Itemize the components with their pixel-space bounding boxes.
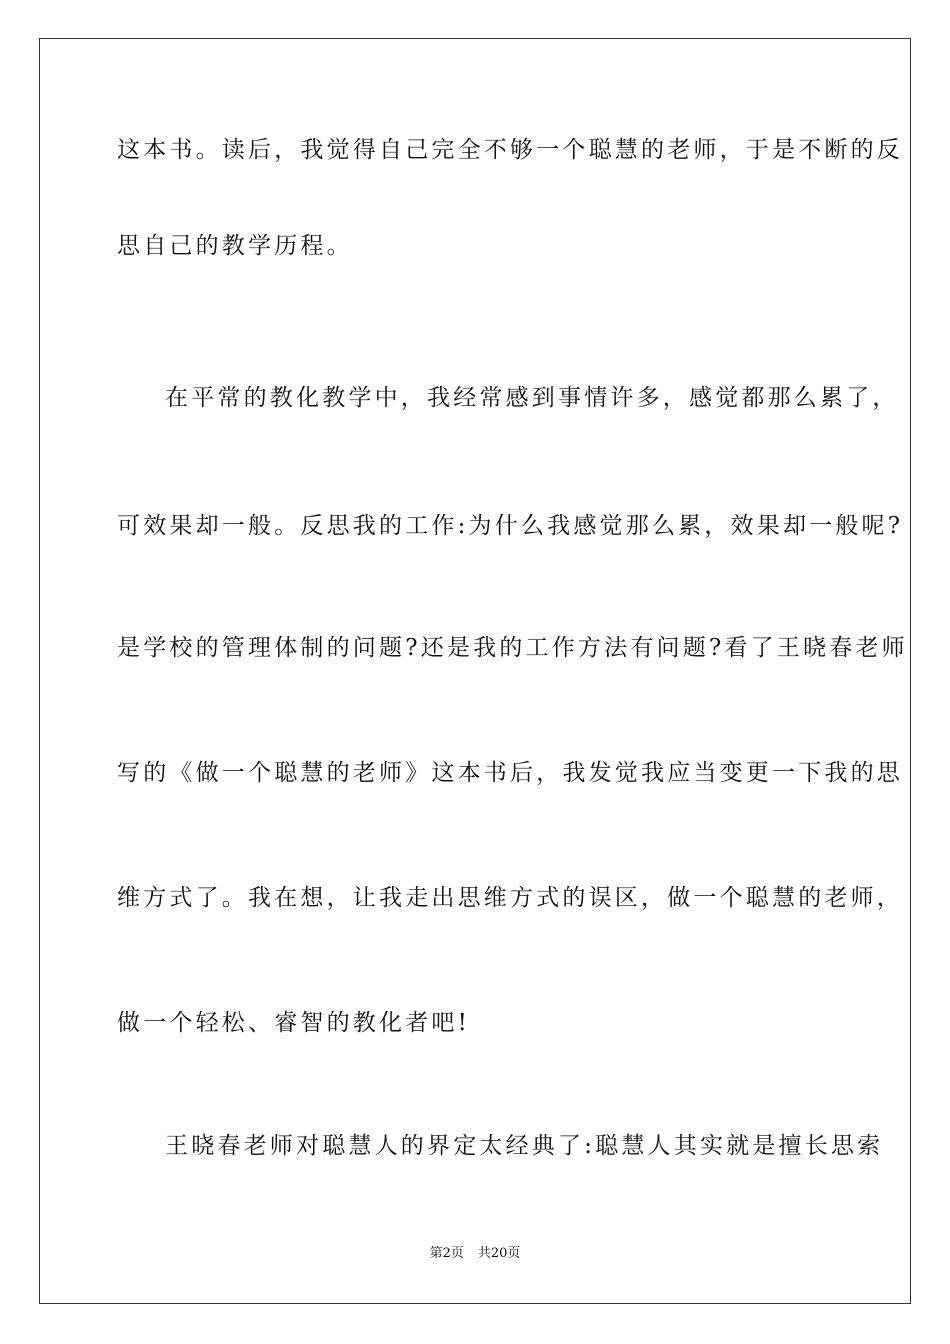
body-line-8: 做一个轻松、睿智的教化者吧!: [117, 1010, 471, 1036]
body-line-4: 可效果却一般。反思我的工作:为什么我感觉那么累，效果却一般呢?: [117, 513, 904, 539]
page-total: 共20页: [477, 1246, 521, 1261]
body-line-2: 思自己的教学历程。: [117, 233, 353, 259]
body-line-3: 在平常的教化教学中，我经常感到事情许多，感觉都那么累了，: [165, 385, 899, 411]
page-number: 第2页: [429, 1246, 464, 1261]
page-border: [39, 38, 911, 1304]
body-line-5: 是学校的管理体制的问题?还是我的工作方法有问题?看了王晓春老师: [117, 635, 908, 661]
page-footer: [0, 1245, 950, 1263]
body-line-1: 这本书。读后，我觉得自己完全不够一个聪慧的老师，于是不断的反: [117, 137, 903, 163]
body-line-7: 维方式了。我在想，让我走出思维方式的误区，做一个聪慧的老师，: [117, 885, 903, 911]
body-line-6: 写的《做一个聪慧的老师》这本书后，我发觉我应当变更一下我的思: [117, 760, 903, 786]
body-line-9: 王晓春老师对聪慧人的界定太经典了:聪慧人其实就是擅长思索: [165, 1133, 884, 1159]
